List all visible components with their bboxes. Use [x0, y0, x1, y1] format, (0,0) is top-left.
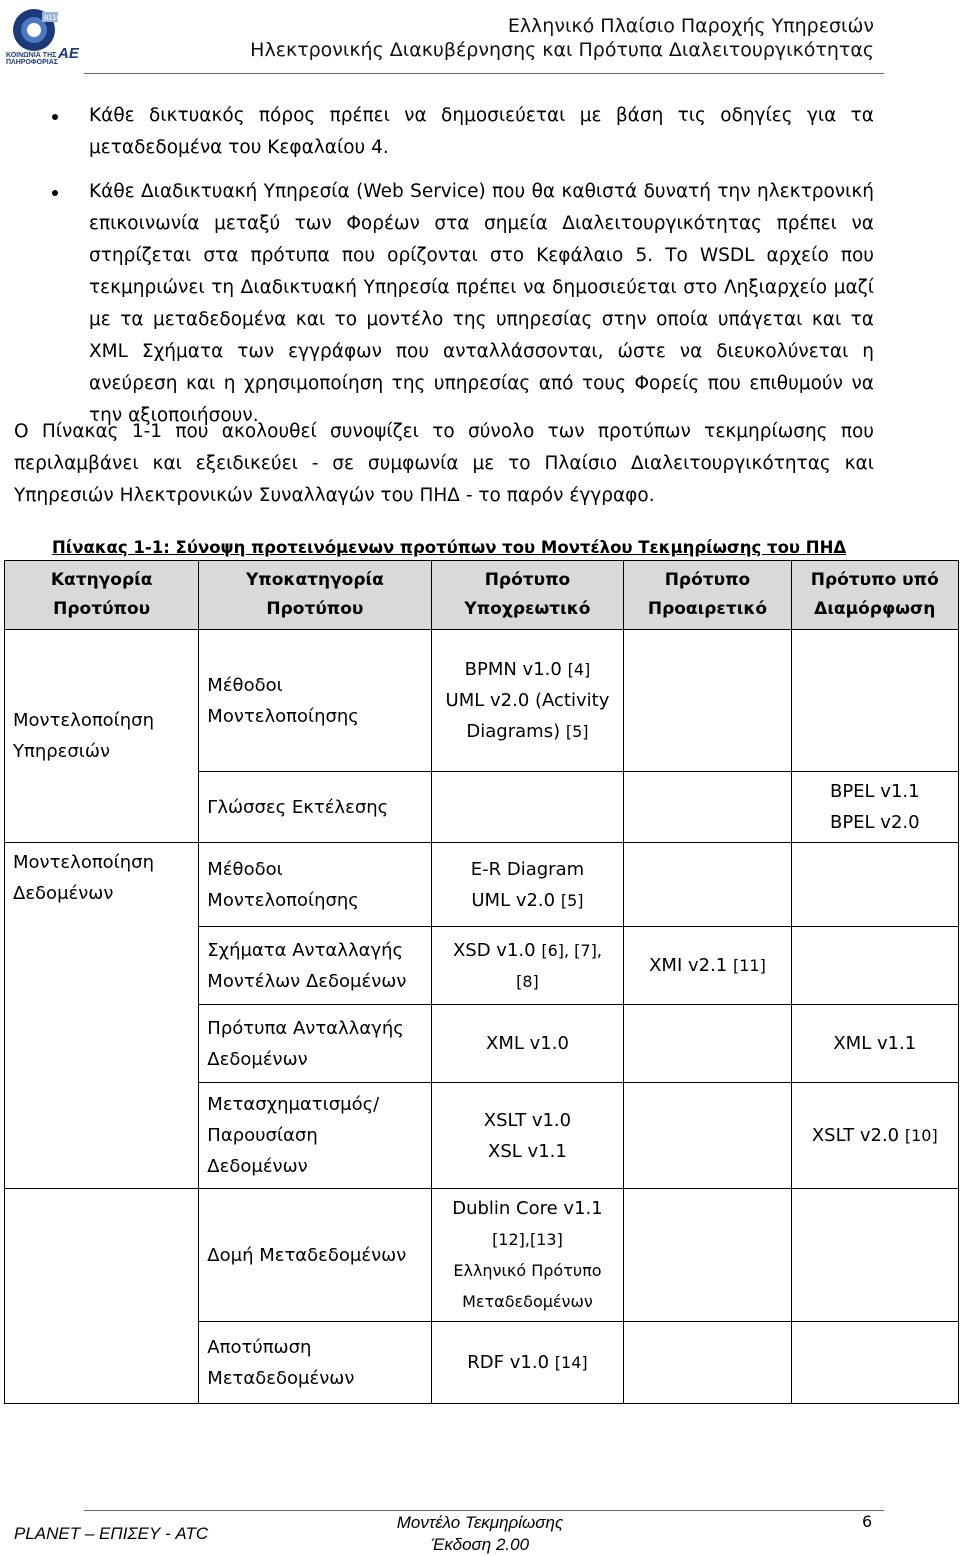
- table-cell: XML v1.1: [791, 1005, 958, 1083]
- table-cell: XSLT v2.0 [10]: [791, 1083, 958, 1189]
- table-cell: [624, 1005, 791, 1083]
- table-cell: Σχήματα Ανταλλαγής Μοντέλων Δεδομένων: [199, 927, 431, 1005]
- table-cell: [624, 1083, 791, 1189]
- table-cell: Αποτύπωση Μεταδεδομένων: [199, 1322, 431, 1404]
- table-cell: [624, 1189, 791, 1322]
- bullet-icon: [52, 114, 58, 120]
- table-cell: [624, 1322, 791, 1404]
- table-cell: [5, 1189, 199, 1404]
- table-cell: XSLT v1.0 XSL v1.1: [431, 1083, 624, 1189]
- header-cell-category: Κατηγορία Προτύπου: [5, 561, 199, 630]
- summary-paragraph: Ο Πίνακας 1-1 που ακολουθεί συνοψίζει το σύνολο των προτύπων τεκμηρίωσης που περιλαμβάνει και εξειδικεύει - σε συμφωνία με το Πλαίσιο Διαλειτουργικότητας και Υπηρεσιών Ηλεκτρονικών Συναλλαγών του ΠΗΔ - το παρόν έγγραφο.: [14, 421, 874, 506]
- table-cell: XML v1.0: [431, 1005, 624, 1083]
- header-cell-mandatory: Πρότυπο Υποχρεωτικό: [431, 561, 624, 630]
- table-cell: [624, 630, 791, 772]
- table-cell: [624, 772, 791, 843]
- svg-text:0110: 0110: [44, 14, 61, 22]
- page-number: 6: [862, 1512, 873, 1531]
- table-cell: [791, 843, 958, 927]
- table-row: [5, 630, 959, 772]
- list-item: Κάθε δικτυακός πόρος πρέπει να δημοσιεύεται με βάση τις οδηγίες για τα μεταδεδομένα του Κεφαλαίου 4.: [0, 100, 960, 164]
- table-cell: Μέθοδοι Μοντελοποίησης: [199, 630, 431, 772]
- table-cell: XMI v2.1 [11]: [624, 927, 791, 1005]
- table-cell: Dublin Core v1.1 [12],[13] Ελληνικό Πρότυπο Μεταδεδομένων: [431, 1189, 624, 1322]
- header-title-line2: Ηλεκτρονικής Διακυβέρνησης και Πρότυπα Διαλειτουργικότητας: [250, 39, 874, 61]
- table-cell: E-R Diagram UML v2.0 [5]: [431, 843, 624, 927]
- footer-divider: [84, 1510, 884, 1511]
- table-cell: BPEL v1.1 BPEL v2.0: [791, 772, 958, 843]
- header-divider: [84, 73, 884, 74]
- logo-caption: ΚΟΙΝΩΝΙΑ ΤΗΣ ΠΛΗΡΟΦΟΡΙΑΣ ΑΕ: [6, 45, 79, 66]
- bullet-list: [0, 100, 960, 444]
- table-cell: XSD v1.0 [6], [7], [8]: [431, 927, 624, 1005]
- bullet-icon: [52, 190, 58, 196]
- table-header-row: [5, 561, 959, 630]
- header-cell-optional: Πρότυπο Προαιρετικό: [624, 561, 791, 630]
- table-cell: [791, 1322, 958, 1404]
- table-row: [5, 843, 959, 927]
- table-cell: [791, 1189, 958, 1322]
- table-cell: Δομή Μεταδεδομένων: [199, 1189, 431, 1322]
- table-cell: Πρότυπα Ανταλλαγής Δεδομένων: [199, 1005, 431, 1083]
- table-cell: [791, 630, 958, 772]
- table-cell: Μέθοδοι Μοντελοποίησης: [199, 843, 431, 927]
- footer-left: PLANET – ΕΠΙΣΕΥ - ATC: [14, 1524, 209, 1543]
- header-title: [250, 14, 874, 62]
- table-cell: [624, 843, 791, 927]
- table-cell: Μοντελοποίηση Υπηρεσιών: [5, 630, 199, 843]
- header-cell-under-development: Πρότυπο υπό Διαμόρφωση: [791, 561, 958, 630]
- table-cell: BPMN v1.0 [4] UML v2.0 (Activity Diagrams) [5]: [431, 630, 624, 772]
- header-title-line1: Ελληνικό Πλαίσιο Παροχής Υπηρεσιών: [507, 15, 874, 37]
- table-cell: [791, 927, 958, 1005]
- table-cell: Μοντελοποίηση Δεδομένων: [5, 843, 199, 1189]
- header-cell-subcategory: Υποκατηγορία Προτύπου: [199, 561, 431, 630]
- page-header: [0, 0, 960, 80]
- footer-center: Μοντέλο Τεκμηρίωσης Έκδοση 2.00: [396, 1513, 564, 1554]
- table-cell: Μετασχηματισμός/ Παρουσίαση Δεδομένων: [199, 1083, 431, 1189]
- list-item: Κάθε Διαδικτυακή Υπηρεσία (Web Service) που θα καθιστά δυνατή την ηλεκτρονική επικοινωνία μεταξύ των Φορέων στα σημεία Διαλειτουργικότητας πρέπει να στηρίζεται στα πρότυπα που ορίζονται στο Κεφάλαιο 5. Το WSDL αρχείο που τεκμηριώνει τη Διαδικτυακή Υπηρεσία πρέπει να δημοσιεύεται στο Ληξιαρχείο μαζί με τα μεταδεδομένα και το μοντέλο της υπηρεσίας στην οποία υπάγεται και τα XML Σχήματα των εγγράφων που ανταλλάσσονται, ώστε να διευκολύνεται η ανεύρεση και η χρησιμοποίηση της υπηρεσίας από τους Φορείς που επιθυμούν να την αξιοποιήσουν.: [0, 176, 960, 432]
- table-cell: Γλώσσες Εκτέλεσης: [199, 772, 431, 843]
- table-row: [5, 1189, 959, 1322]
- table-cell: RDF v1.0 [14]: [431, 1322, 624, 1404]
- table-cell: [431, 772, 624, 843]
- standards-table: [4, 560, 959, 1404]
- table-caption: Πίνακας 1-1: Σύνοψη προτεινόμενων προτύπων του Μοντέλου Τεκμηρίωσης του ΠΗΔ: [52, 538, 847, 557]
